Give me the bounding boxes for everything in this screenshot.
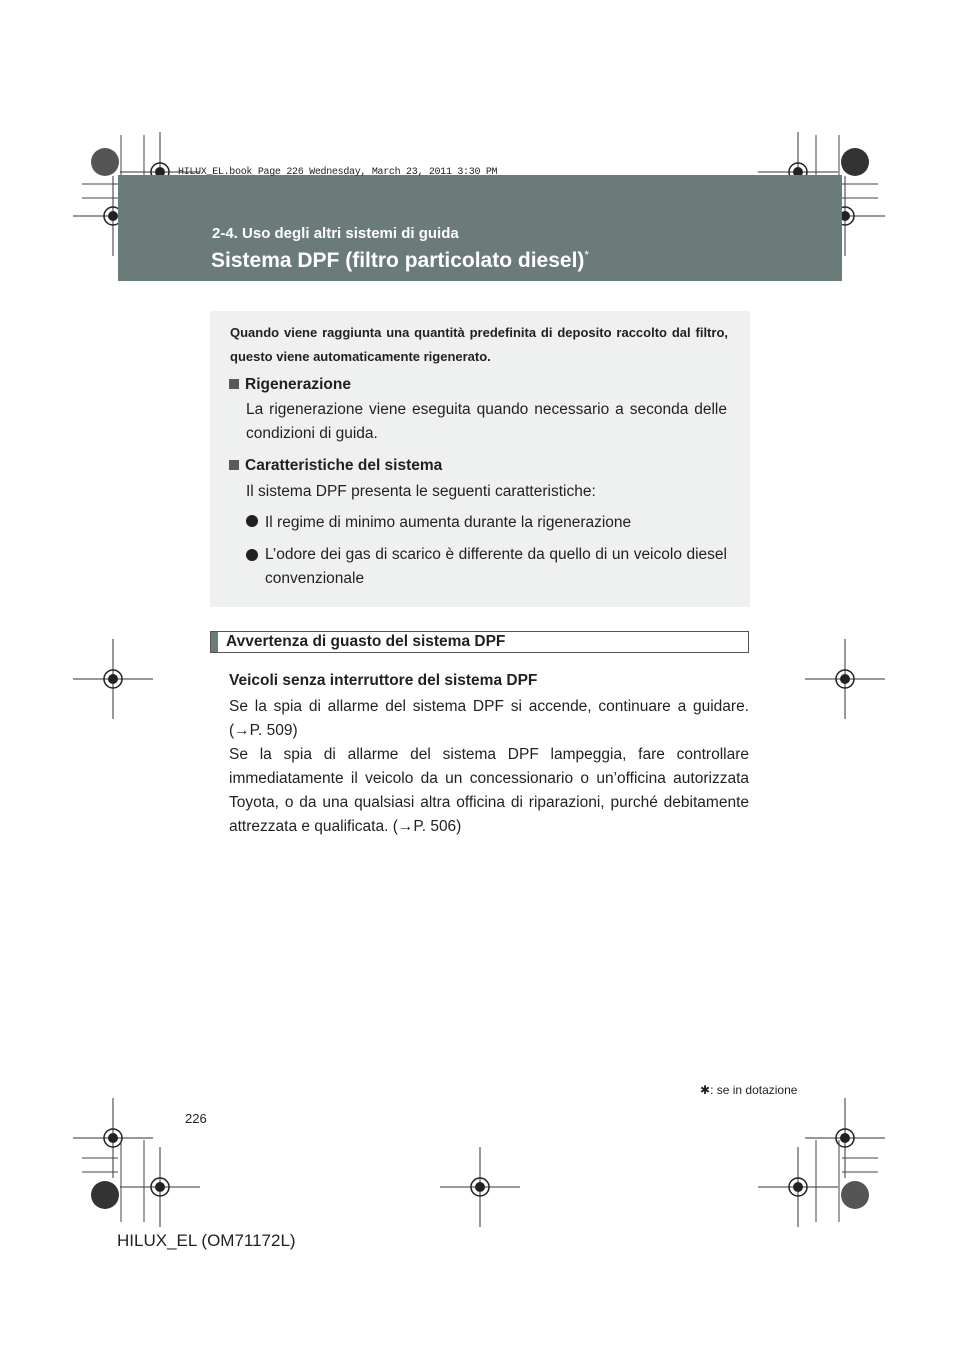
crosshair-dot xyxy=(108,211,118,221)
crosshair-dot xyxy=(840,674,850,684)
topic-text: La rigenerazione viene eseguita quando necessario a seconda delle condizioni di guida. xyxy=(246,401,727,442)
warning-paragraph-2: Se la spia di allarme del sistema DPF lampeggia, fare controllare immediatamente il veicolo da un concessionario o un’officina autorizzata Toyota, o da una qualsiasi altra officina di riparazioni, purché debitamente attrezzata e qualificata. (→P. 506) xyxy=(229,746,749,835)
rosette-icon xyxy=(91,1181,119,1209)
title-text: Sistema DPF (filtro particolato diesel) xyxy=(211,249,585,272)
footer-label: HILUX_EL (OM71172L) xyxy=(117,1231,296,1250)
square-bullet-icon xyxy=(229,460,239,470)
warning-subheading: Veicoli senza interruttore del sistema DPF xyxy=(229,672,538,689)
heading-accent xyxy=(211,632,218,652)
intro-text: Quando viene raggiunta una quantità predefinita di deposito raccolto dal filtro, questo viene automaticamente rigenerato. xyxy=(230,325,728,364)
page-title xyxy=(211,248,589,273)
topic-heading-text: Rigenerazione xyxy=(245,376,351,393)
crosshair-dot xyxy=(475,1182,485,1192)
footnote-text: : se in dotazione xyxy=(710,1083,798,1097)
title-asterisk: * xyxy=(584,248,590,262)
footnote xyxy=(700,1078,797,1102)
crosshair-dot xyxy=(793,1182,803,1192)
bullet-text: Il regime di minimo aumenta durante la rigenerazione xyxy=(265,514,632,531)
dot-bullet-icon xyxy=(246,549,258,561)
rosette-icon xyxy=(841,1181,869,1209)
footnote-mark: ✱ xyxy=(700,1083,711,1097)
square-bullet-icon xyxy=(229,379,239,389)
topic-heading xyxy=(229,373,351,397)
topic-heading-text: Caratteristiche del sistema xyxy=(245,457,443,474)
bullet-item xyxy=(246,543,727,591)
rosette-icon xyxy=(91,148,119,176)
print-stamp: HILUX_EL.book Page 226 Wednesday, March 23, 2011 3:30 PM xyxy=(178,167,498,178)
warning-heading: Avvertenza di guasto del sistema DPF xyxy=(226,633,506,650)
dot-bullet-icon xyxy=(246,515,258,527)
crosshair-dot xyxy=(108,1133,118,1143)
section-label: 2-4. Uso degli altri sistemi di guida xyxy=(212,225,459,242)
bullet-text: L’odore dei gas di scarico è differente da quello di un veicolo diesel convenzionale xyxy=(265,546,727,587)
crosshair-dot xyxy=(108,674,118,684)
crosshair-dot xyxy=(840,1133,850,1143)
crosshair-dot xyxy=(155,1182,165,1192)
topic-text: Il sistema DPF presenta le seguenti caratteristiche: xyxy=(246,483,596,500)
page-number: 226 xyxy=(185,1111,207,1126)
bullet-item xyxy=(246,511,631,535)
topic-heading xyxy=(229,454,442,478)
warning-heading-bar xyxy=(210,631,749,653)
rosette-icon xyxy=(841,148,869,176)
warning-paragraph-1: Se la spia di allarme del sistema DPF si accende, continuare a guidare. (→P. 509) xyxy=(229,698,749,739)
